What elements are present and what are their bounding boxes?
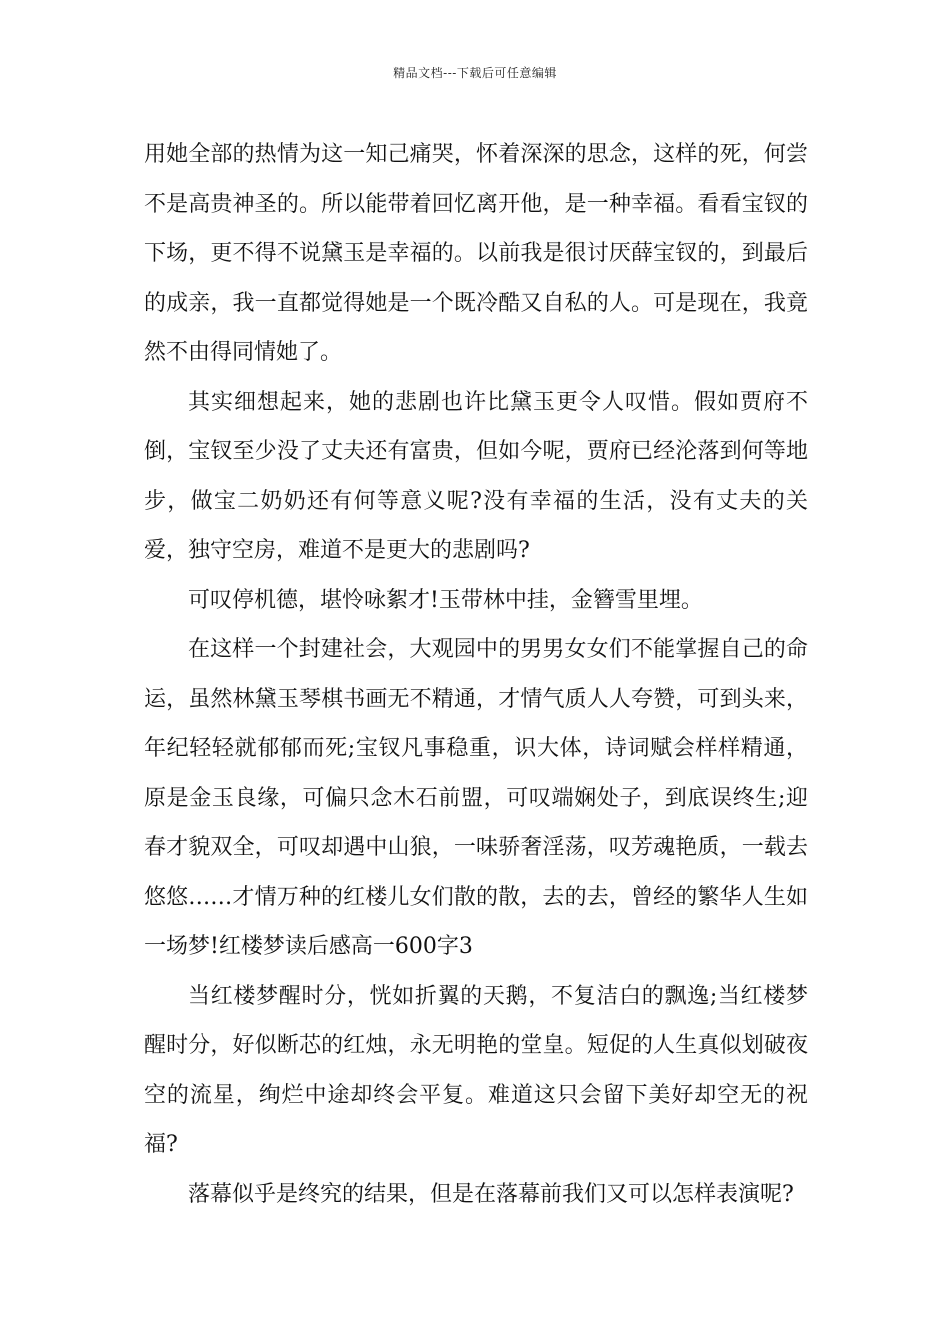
paragraph-4: 在这样一个封建社会，大观园中的男男女女们不能掌握自己的命运，虽然林黛玉琴棋书画无不精通，才情气质人人夸赞，可到头来，年纪轻轻就郁郁而死;宝钗凡事稳重，识大体，诗词赋会样样精通，原是金玉良缘，可偏只念木石前盟，可叹端娴处子，到底误终生;迎春才貌双全，可叹却遇中山狼，一味骄奢淫荡，叹芳魂艳质，一载去悠悠……才情万种的红楼儿女们散的散，去的去，曾经的繁华人生如一场梦!红楼梦读后感高一600字3 <box>144 637 808 959</box>
paragraph-3: 可叹停机德，堪怜咏絮才!玉带林中挂，金簪雪里埋。 <box>188 587 703 613</box>
paragraph-5: 当红楼梦醒时分，恍如折翼的天鹅，不复洁白的飘逸;当红楼梦醒时分，好似断芯的红烛，永无明艳的堂皇。短促的人生真似划破夜空的流星，绚烂中途却终会平复。难道这只会留下美好却空无的祝福? <box>144 983 808 1157</box>
paragraph-2: 其实细想起来，她的悲剧也许比黛玉更令人叹惜。假如贾府不倒，宝钗至少没了丈夫还有富贵，但如今呢，贾府已经沦落到何等地步，做宝二奶奶还有何等意义呢?没有幸福的生活，没有丈夫的关爱，独守空房，难道不是更大的悲剧吗? <box>144 389 808 563</box>
paragraph-1: 用她全部的热情为这一知己痛哭，怀着深深的思念，这样的死，何尝不是高贵神圣的。所以能带着回忆离开他，是一种幸福。看看宝钗的下场，更不得不说黛玉是幸福的。以前我是很讨厌薛宝钗的，到最后的成亲，我一直都觉得她是一个既冷酷又自私的人。可是现在，我竟然不由得同情她了。 <box>144 142 808 365</box>
document-body <box>144 130 808 1219</box>
paragraph-6: 落幕似乎是终究的结果，但是在落幕前我们又可以怎样表演呢? <box>188 1181 794 1207</box>
page-header: 精品文档---下载后可任意编辑 <box>393 66 557 80</box>
